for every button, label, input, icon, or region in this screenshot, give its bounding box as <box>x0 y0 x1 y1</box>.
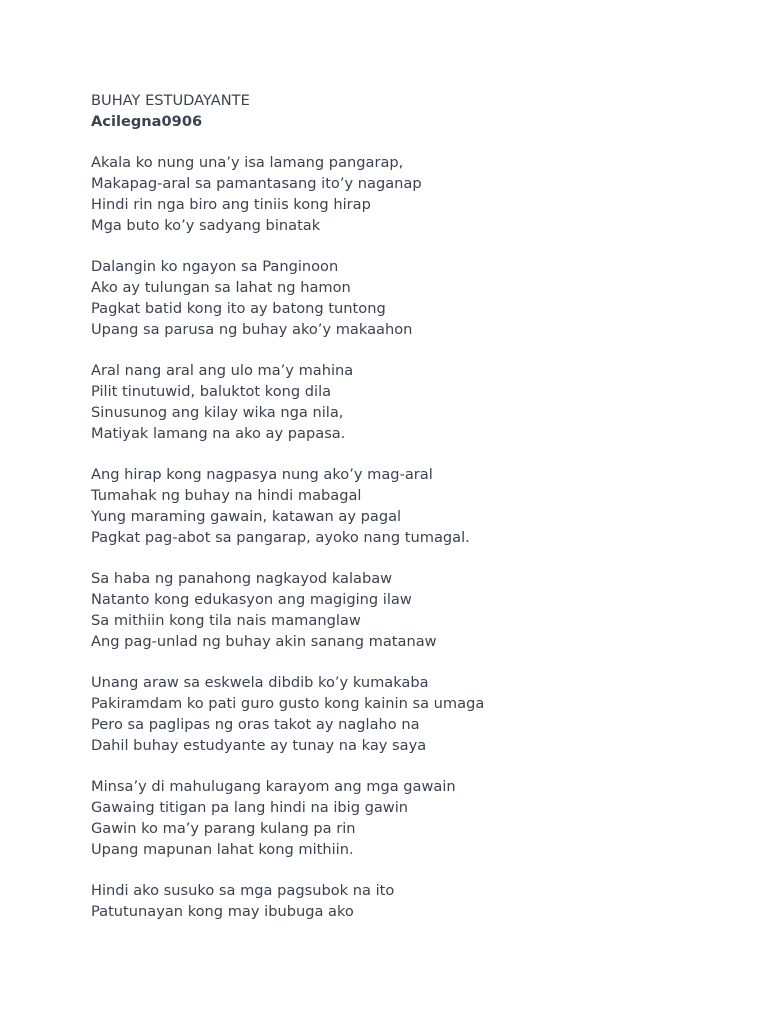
poem-line: Hindi ako susuko sa mga pagsubok na ito <box>91 882 395 900</box>
poem-stanza <box>91 361 731 444</box>
poem-line: Ang hirap kong nagpasya nung ako’y mag-aral <box>91 466 433 484</box>
poem-stanza <box>91 777 731 860</box>
poem-body <box>91 153 731 922</box>
poem-line: Patutunayan kong may ibubuga ako <box>91 903 354 921</box>
poem-stanza <box>91 673 731 756</box>
poem-stanza <box>91 153 731 236</box>
poem-line: Yung maraming gawain, katawan ay pagal <box>91 507 402 525</box>
poem-line: Pakiramdam ko pati guro gusto kong kainin sa umaga <box>91 695 485 713</box>
poem-line: Mga buto ko’y sadyang binatak <box>91 216 321 234</box>
poem-stanza <box>91 881 731 923</box>
poem-document <box>91 91 731 923</box>
poem-line: Minsa’y di mahulugang karayom ang mga gawain <box>91 778 456 796</box>
poem-line: Unang araw sa eskwela dibdib ko’y kumakaba <box>91 674 429 692</box>
poem-stanza <box>91 257 731 340</box>
poem-line: Hindi rin nga biro ang tiniis kong hirap <box>91 195 371 213</box>
poem-line: Aral nang aral ang ulo ma’y mahina <box>91 362 354 380</box>
poem-line: Upang mapunan lahat kong mithiin. <box>91 840 354 858</box>
poem-line: Tumahak ng buhay na hindi mabagal <box>91 487 362 505</box>
poem-line: Makapag-aral sa pamantasang ito’y naganap <box>91 175 422 193</box>
poem-line: Natanto kong edukasyon ang magiging ilaw <box>91 591 412 609</box>
poem-line: Gawin ko ma’y parang kulang pa rin <box>91 819 356 837</box>
poem-line: Ang pag-unlad ng buhay akin sanang matanaw <box>91 632 437 650</box>
poem-line: Dahil buhay estudyante ay tunay na kay saya <box>91 736 427 754</box>
poem-line: Sa haba ng panahong nagkayod kalabaw <box>91 570 393 588</box>
poem-author: Acilegna0906 <box>91 112 203 130</box>
poem-line: Pilit tinutuwid, baluktot kong dila <box>91 383 332 401</box>
poem-stanza <box>91 465 731 548</box>
poem-line: Sa mithiin kong tila nais mamanglaw <box>91 611 361 629</box>
poem-line: Upang sa parusa ng buhay ako’y makaahon <box>91 320 413 338</box>
poem-line: Sinusunog ang kilay wika nga nila, <box>91 403 344 421</box>
poem-line: Akala ko nung una’y isa lamang pangarap, <box>91 154 404 172</box>
poem-line: Dalangin ko ngayon sa Panginoon <box>91 258 339 276</box>
poem-line: Pagkat pag-abot sa pangarap, ayoko nang tumagal. <box>91 528 470 546</box>
poem-line: Ako ay tulungan sa lahat ng hamon <box>91 279 351 297</box>
poem-line: Pero sa paglipas ng oras takot ay naglaho na <box>91 715 420 733</box>
poem-line: Gawaing titigan pa lang hindi na ibig gawin <box>91 799 409 817</box>
poem-stanza <box>91 569 731 652</box>
poem-line: Matiyak lamang na ako ay papasa. <box>91 424 346 442</box>
poem-title: BUHAY ESTUDAYANTE <box>91 92 250 109</box>
poem-line: Pagkat batid kong ito ay batong tuntong <box>91 299 386 317</box>
